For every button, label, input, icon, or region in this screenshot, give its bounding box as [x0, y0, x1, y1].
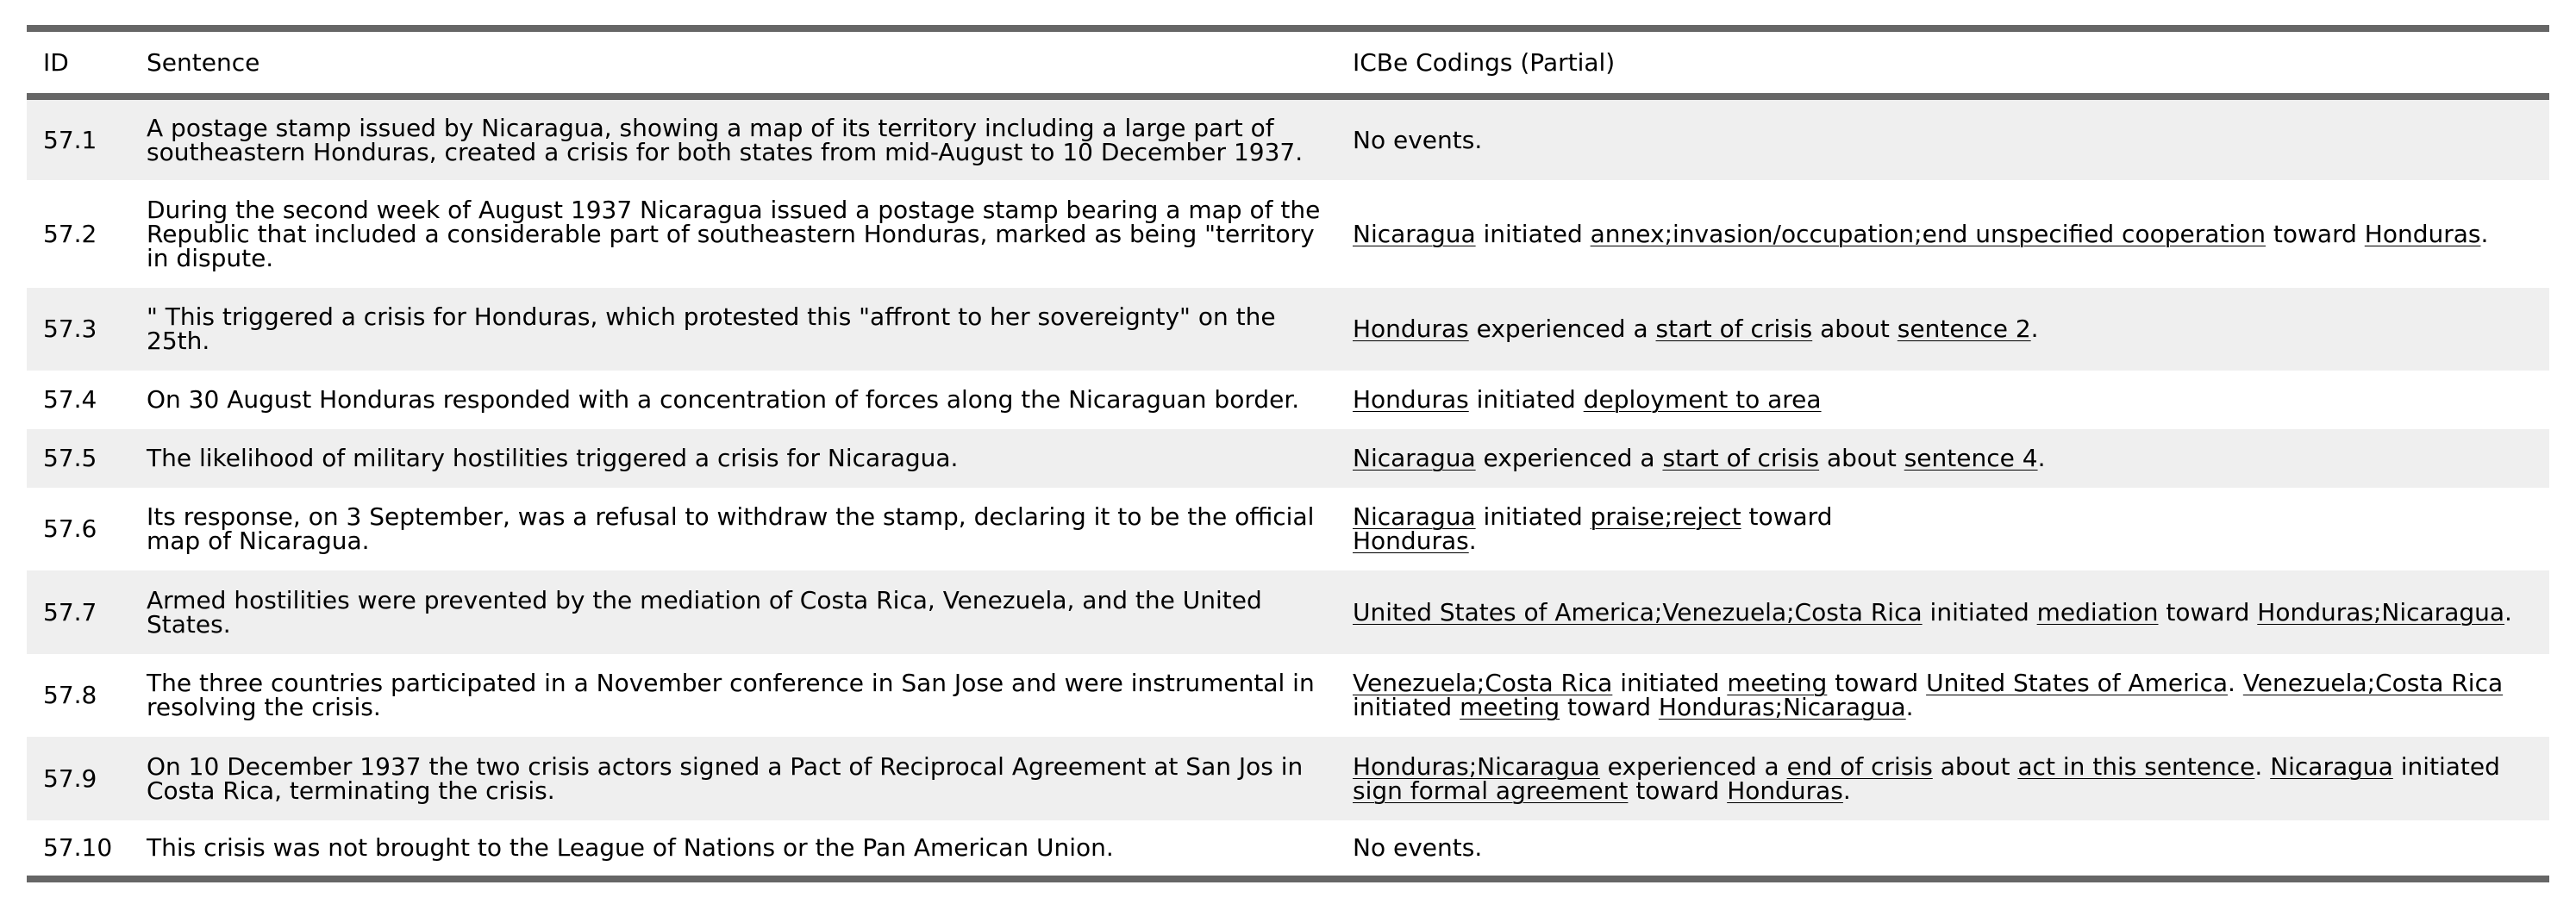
target-link[interactable]: United States of America: [1926, 669, 2228, 697]
table-row: [27, 97, 2549, 180]
codings-table-container: [27, 25, 2549, 882]
event-link[interactable]: annex;invasion/occupation;end unspecified cooperation: [1590, 219, 2267, 248]
coding-text: .: [1905, 693, 1914, 721]
coding-text: experienced a: [1468, 315, 1656, 343]
event-link[interactable]: meeting: [1460, 693, 1560, 721]
header-sentence: Sentence: [147, 47, 260, 77]
actor-link[interactable]: Honduras: [1353, 385, 1469, 414]
table-row: [27, 288, 2549, 371]
reference-link[interactable]: sentence 4: [1904, 444, 2038, 472]
actor-link[interactable]: Nicaragua: [1353, 219, 1476, 248]
row-coding: [1336, 429, 2549, 488]
row-id: 57.9: [43, 764, 97, 793]
coding-text: toward: [1560, 693, 1659, 721]
row-coding: [1336, 488, 2549, 570]
coding-text: .: [2480, 219, 2489, 248]
header-codings: ICBe Codings (Partial): [1353, 47, 1616, 77]
event-link[interactable]: meeting: [1727, 669, 1828, 697]
row-sentence: Its response, on 3 September, was a refusal to withdraw the stamp, declaring it to be the official map of Nicaragua.: [147, 502, 1315, 555]
row-id: 57.1: [43, 125, 97, 154]
coding-text: No events.: [1353, 125, 1483, 154]
coding-text: initiated: [1475, 502, 1591, 531]
row-sentence: This crisis was not brought to the League of Nations or the Pan American Union.: [147, 833, 1114, 862]
row-coding: [1336, 180, 2549, 288]
row-id: 57.6: [43, 514, 97, 543]
coding-text: toward: [1827, 669, 1927, 697]
table-row: [27, 654, 2549, 737]
reference-link[interactable]: sentence 2: [1897, 315, 2031, 343]
actor-link[interactable]: Venezuela;Costa Rica: [1353, 669, 1613, 697]
row-sentence: On 10 December 1937 the two crisis actors signed a Pact of Reciprocal Agreement at San Jos in Costa Rica, terminating the crisis.: [147, 751, 1304, 805]
row-sentence: On 30 August Honduras responded with a concentration of forces along the Nicaraguan border.: [147, 385, 1300, 414]
coding-text: initiated: [2392, 751, 2500, 781]
row-sentence: " This triggered a crisis for Honduras, which protested this "affront to her sovereignty" on the 25th.: [147, 302, 1276, 355]
coding-text: about: [1819, 444, 1904, 472]
actor-link[interactable]: Nicaragua: [1353, 502, 1476, 531]
row-sentence: A postage stamp issued by Nicaragua, showing a map of its territory including a large part of southeastern Honduras, created a crisis for both states from mid-August to 10 December 1937.: [147, 113, 1304, 166]
event-link[interactable]: start of crisis: [1662, 444, 1820, 472]
coding-text: about: [1932, 751, 2018, 781]
coding-text: initiated: [1353, 693, 1460, 721]
table-row: [27, 488, 2549, 570]
table-row: [27, 180, 2549, 288]
table-row: [27, 570, 2549, 654]
row-coding: [1336, 820, 2549, 879]
actor-link[interactable]: Nicaragua: [2270, 751, 2393, 781]
coding-text: .: [1842, 776, 1851, 805]
event-link[interactable]: deployment to area: [1583, 385, 1822, 414]
coding-text: initiated: [1475, 219, 1591, 248]
coding-text: experienced a: [1475, 444, 1663, 472]
row-id: 57.4: [43, 385, 97, 414]
row-coding: [1336, 654, 2549, 737]
row-id: 57.8: [43, 681, 97, 709]
row-coding: [1336, 97, 2549, 180]
row-id: 57.2: [43, 219, 97, 248]
target-link[interactable]: Honduras;Nicaragua: [1658, 693, 1906, 721]
row-coding: [1336, 570, 2549, 654]
coding-text: about: [1812, 315, 1898, 343]
header-id: ID: [43, 47, 69, 77]
actor-link[interactable]: Honduras: [1353, 315, 1469, 343]
coding-text: .: [2504, 597, 2512, 626]
actor-link[interactable]: United States of America;Venezuela;Costa Rica: [1353, 597, 1923, 626]
coding-text: experienced a: [1599, 751, 1787, 781]
table-row: [27, 371, 2549, 429]
actor-link[interactable]: Honduras;Nicaragua: [1353, 751, 1600, 781]
codings-table: [27, 25, 2549, 882]
table-header-row: [27, 28, 2549, 97]
coding-text: initiated: [1922, 597, 2037, 626]
coding-text: .: [2037, 444, 2046, 472]
actor-link[interactable]: Venezuela;Costa Rica: [2242, 669, 2504, 697]
row-coding: [1336, 737, 2549, 820]
row-id: 57.10: [43, 833, 113, 862]
row-id: 57.5: [43, 444, 97, 472]
target-link[interactable]: Honduras;Nicaragua: [2257, 597, 2505, 626]
event-link[interactable]: end of crisis: [1786, 751, 1933, 781]
event-link[interactable]: praise;reject: [1590, 502, 1741, 531]
row-coding: [1336, 288, 2549, 371]
coding-text: toward: [2158, 597, 2258, 626]
coding-text: .: [1468, 527, 1477, 555]
table-row: [27, 820, 2549, 879]
coding-text: toward: [1628, 776, 1728, 805]
table-row: [27, 737, 2549, 820]
table-row: [27, 429, 2549, 488]
reference-link[interactable]: act in this sentence: [2017, 751, 2255, 781]
row-coding: [1336, 371, 2549, 429]
coding-text: .: [2254, 751, 2271, 781]
coding-text: .: [2030, 315, 2039, 343]
coding-text: toward: [1741, 502, 1833, 531]
row-id: 57.3: [43, 315, 97, 343]
coding-text: No events.: [1353, 833, 1483, 862]
row-sentence: Armed hostilities were prevented by the mediation of Costa Rica, Venezuela, and the United States.: [147, 585, 1262, 639]
actor-link[interactable]: Nicaragua: [1353, 444, 1476, 472]
target-link[interactable]: Honduras: [1353, 527, 1469, 555]
row-id: 57.7: [43, 597, 97, 626]
coding-text: initiated: [1612, 669, 1728, 697]
coding-text: toward: [2266, 219, 2365, 248]
coding-text: initiated: [1468, 385, 1584, 414]
event-link[interactable]: start of crisis: [1655, 315, 1813, 343]
row-sentence: During the second week of August 1937 Nicaragua issued a postage stamp bearing a map of the Republic that included a considerable part of southeastern Honduras, marked as being "territory in dispute.: [147, 195, 1321, 272]
row-sentence: The likelihood of military hostilities triggered a crisis for Nicaragua.: [147, 444, 959, 472]
event-link[interactable]: sign formal agreement: [1353, 776, 1629, 805]
coding-text: .: [2228, 669, 2243, 697]
target-link[interactable]: Honduras: [2364, 219, 2481, 248]
event-link[interactable]: mediation: [2036, 597, 2159, 626]
target-link[interactable]: Honduras: [1727, 776, 1843, 805]
row-sentence: The three countries participated in a November conference in San Jose and were instrumental in resolving the crisis.: [147, 669, 1315, 721]
